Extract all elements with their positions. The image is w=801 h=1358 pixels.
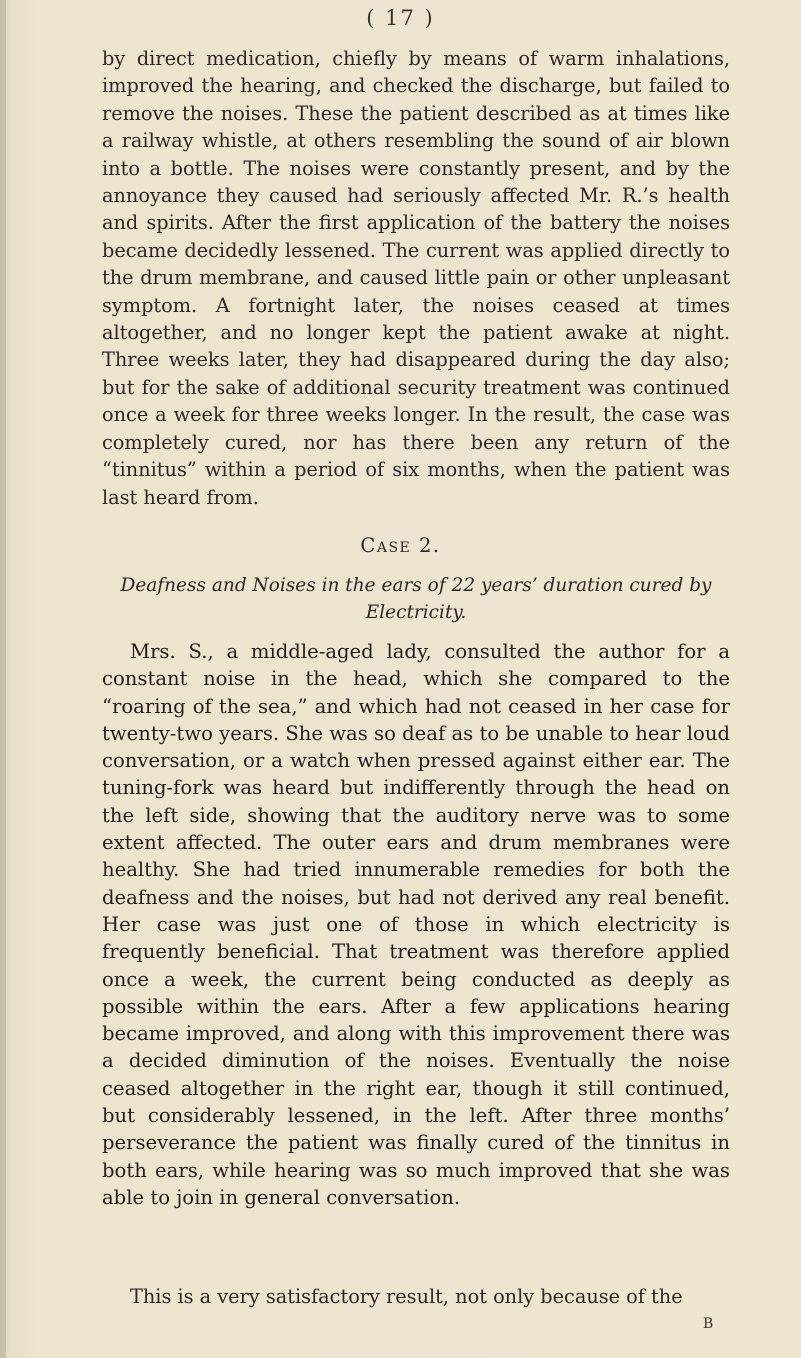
paragraph-case-1-conclusion — [102, 45, 730, 511]
paragraph-case-2 — [102, 638, 730, 1211]
page-binding-edge — [0, 0, 6, 1358]
paragraph-text: Mrs. S., a middle-aged lady, consulted the author for a constant noise in the head, which she compared to the “roaring of the sea,” and which had not ceased in her case for twenty-two years. She was so deaf as to be unable to hear loud conversation, or a watch when pressed against either ear. The tuning-fork was heard but indifferently through the head on the left side, showing that the auditory nerve was to some extent affected. The outer ears and drum membranes were healthy. She had tried innumerable remedies for both the deafness and the noises, but had not derived any real benefit. Her case was just one of those in which electricity is frequently beneficial. That treatment was therefore applied once a week, the current being conducted as deeply as possible within the ears. After a few applications hearing became improved, and along with this improvement there was a decided diminution of the noises. Eventually the noise ceased altogether in the right ear, though it still continued, but considerably lessened, in the left. After three months’ perseverance the patient was finally cured of the tinnitus in both ears, while hearing was so much improved that she was able to join in general conversation. — [102, 640, 730, 1209]
paragraph-text: This is a very satisfactory result, not only because of the — [130, 1285, 683, 1308]
page-number: ( 17 ) — [366, 6, 435, 30]
case-subtitle: Deafness and Noises in the ears of 22 years’ duration cured by Electricity. — [120, 575, 712, 623]
paragraph-continuation — [102, 1283, 730, 1310]
signature-mark: B — [703, 1316, 715, 1332]
case-heading: Case 2. — [360, 534, 441, 557]
paragraph-text: by direct medication, chiefly by means of warm inhalations, improved the hearing, and checked the discharge, but failed to remove the noises. These the patient described as at times like a railway whistle, at others resembling the sound of air blown into a bottle. The noises were constantly present, and by the annoyance they caused had seriously affected Mr. R.’s health and spirits. After the first application of the battery the noises became decidedly lessened. The current was applied directly to the drum membrane, and caused little pain or other unpleasant symptom. A fortnight later, the noises ceased at times altogether, and no longer kept the patient awake at night. Three weeks later, they had disappeared during the day also; but for the sake of additional security treatment was continued once a week for three weeks longer. In the result, the case was completely cured, nor has there been any return of the “tinnitus” within a period of six months, when the patient was last heard from. — [102, 47, 730, 509]
